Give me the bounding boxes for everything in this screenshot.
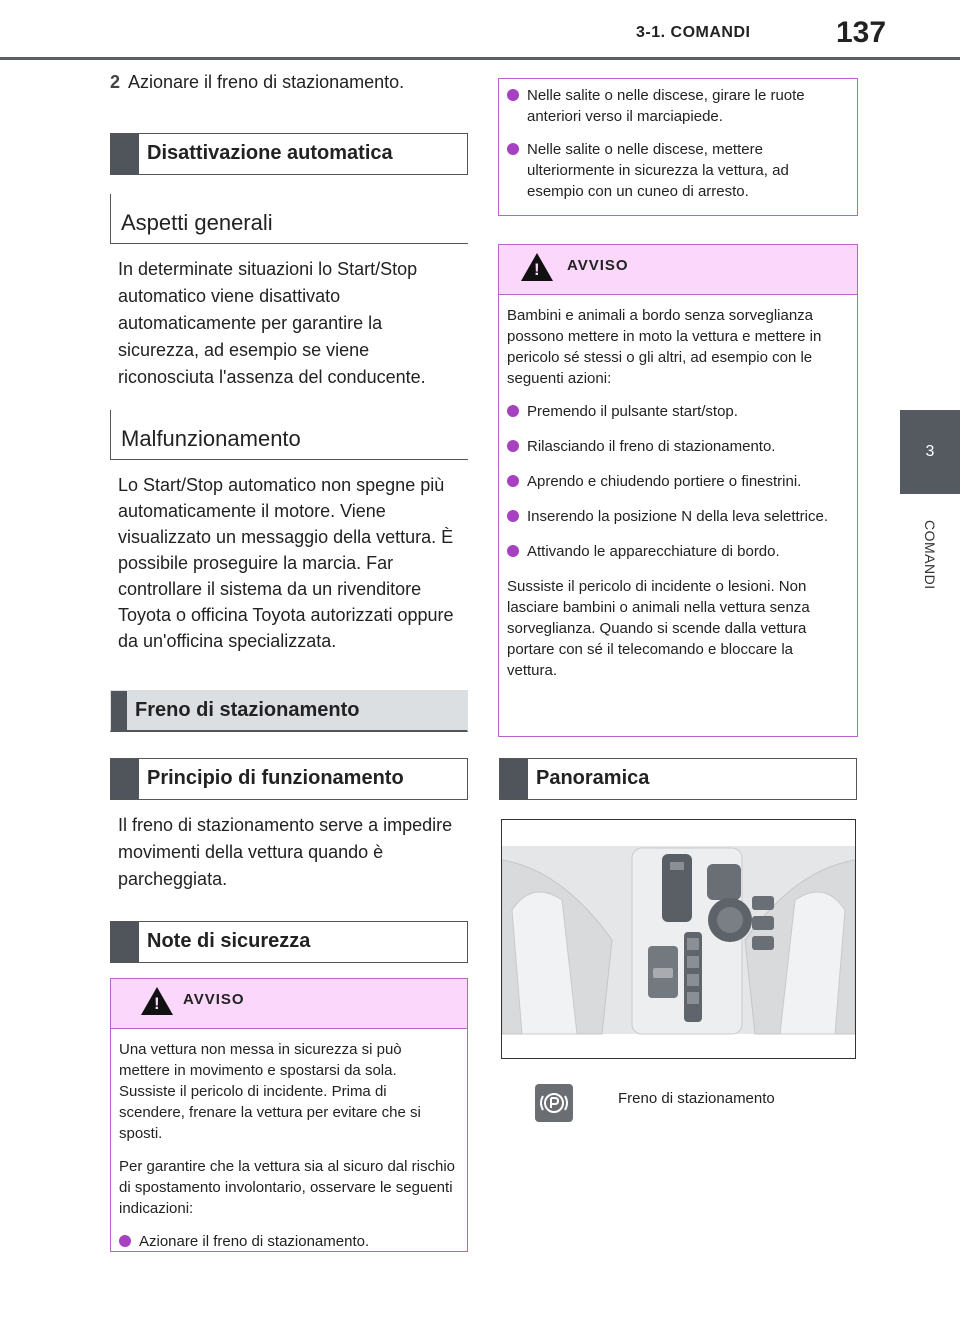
- header-rule: [0, 57, 960, 60]
- running-header: 3-1. COMANDI: [636, 24, 751, 41]
- warning-paragraph: Sussiste il pericolo di incidente o lesioni. Non lasciare bambini o animali nella vettura senza sorveglianza. Quando si scende dalla vettura portare con sé il telecomando e bloccare la vettura.: [507, 578, 810, 679]
- warning-icon: [141, 987, 173, 1015]
- list-item: Premendo il pulsante start/stop.: [507, 401, 845, 422]
- list-item: Azionare il freno di stazionamento.: [119, 1231, 455, 1252]
- warning-title: AVVISO: [183, 991, 245, 1008]
- paragraph-aspetti: In determinate situazioni lo Start/Stop automatico viene disattivato automaticamente per garantire la sicurezza, ad esempio se viene riconosciuta l'assenza del conducente.: [118, 259, 426, 387]
- list-item: Nelle salite o nelle discese, girare le ruote anteriori verso il marciapiede.: [507, 85, 845, 127]
- console-drawing: [502, 820, 855, 1058]
- subheading-aspetti: Aspetti generali: [110, 194, 468, 244]
- heading-panoramica: Panoramica: [499, 758, 857, 800]
- subheading-malfunzionamento: Malfunzionamento: [110, 410, 468, 460]
- step-2: [110, 72, 404, 93]
- warning-box-1: [110, 978, 468, 1252]
- paragraph-malfunzionamento: Lo Start/Stop automatico non spegne più automaticamente il motore. Viene visualizzato un messaggio della vettura. È possibile proseguire la marcia. Far controllare il sistema da un rivenditore Toyota o officina Toyota autorizzati oppure da un'officina specializzata.: [118, 475, 454, 651]
- paragraph-principio: Il freno di stazionamento serve a impedire movimenti della vettura quando è parcheggiata.: [118, 815, 453, 889]
- step-number: 2: [110, 72, 121, 92]
- heading-freno: Freno di stazionamento: [110, 690, 468, 732]
- bullet-icon: [507, 405, 519, 417]
- list-item: Rilasciando il freno di stazionamento.: [507, 436, 845, 457]
- bullet-icon: [119, 1235, 131, 1247]
- heading-principio: Principio di funzionamento: [110, 758, 468, 800]
- center-console-illustration: [501, 819, 856, 1059]
- warning-paragraph: Per garantire che la vettura sia al sicuro dal rischio di spostamento involontario, osservare le seguenti indicazioni:: [119, 1158, 455, 1217]
- list-item: Nelle salite o nelle discese, mettere ulteriormente in sicurezza la vettura, ad esempio con un cuneo di arresto.: [507, 139, 845, 202]
- step-text: Azionare il freno di stazionamento.: [128, 72, 405, 92]
- warning-paragraph: Una vettura non messa in sicurezza si può mettere in movimento e spostarsi da sola. Sussiste il pericolo di incidente. Prima di scendere, frenare la vettura per evitare che si sposti.: [119, 1041, 421, 1142]
- heading-note: Note di sicurezza: [110, 921, 468, 963]
- list-item: Attivando le apparecchiature di bordo.: [507, 541, 845, 562]
- heading-disattivazione: Disattivazione automatica: [110, 133, 468, 175]
- bullet-icon: [507, 143, 519, 155]
- safety-list-continued: [498, 78, 858, 216]
- warning-icon: [521, 253, 553, 281]
- warning-title: AVVISO: [567, 257, 629, 274]
- warning-paragraph: Bambini e animali a bordo senza sorveglianza possono mettere in moto la vettura e mettere in pericolo sé stessi o gli altri, ad esempio con le seguenti azioni:: [507, 307, 822, 387]
- bullet-icon: [507, 545, 519, 557]
- chapter-label: COMANDI: [922, 520, 938, 590]
- bullet-icon: [507, 440, 519, 452]
- bullet-icon: [507, 510, 519, 522]
- chapter-tab: [900, 410, 960, 494]
- chapter-number: 3: [925, 443, 935, 460]
- list-item: Inserendo la posizione N della leva selettrice.: [507, 506, 845, 527]
- icon-caption: Freno di stazionamento: [618, 1090, 775, 1107]
- list-item: Aprendo e chiudendo portiere o finestrini.: [507, 471, 845, 492]
- page-number: 137: [836, 16, 887, 49]
- warning-box-2: [498, 244, 858, 737]
- parking-brake-icon: [535, 1084, 573, 1122]
- bullet-icon: [507, 89, 519, 101]
- bullet-icon: [507, 475, 519, 487]
